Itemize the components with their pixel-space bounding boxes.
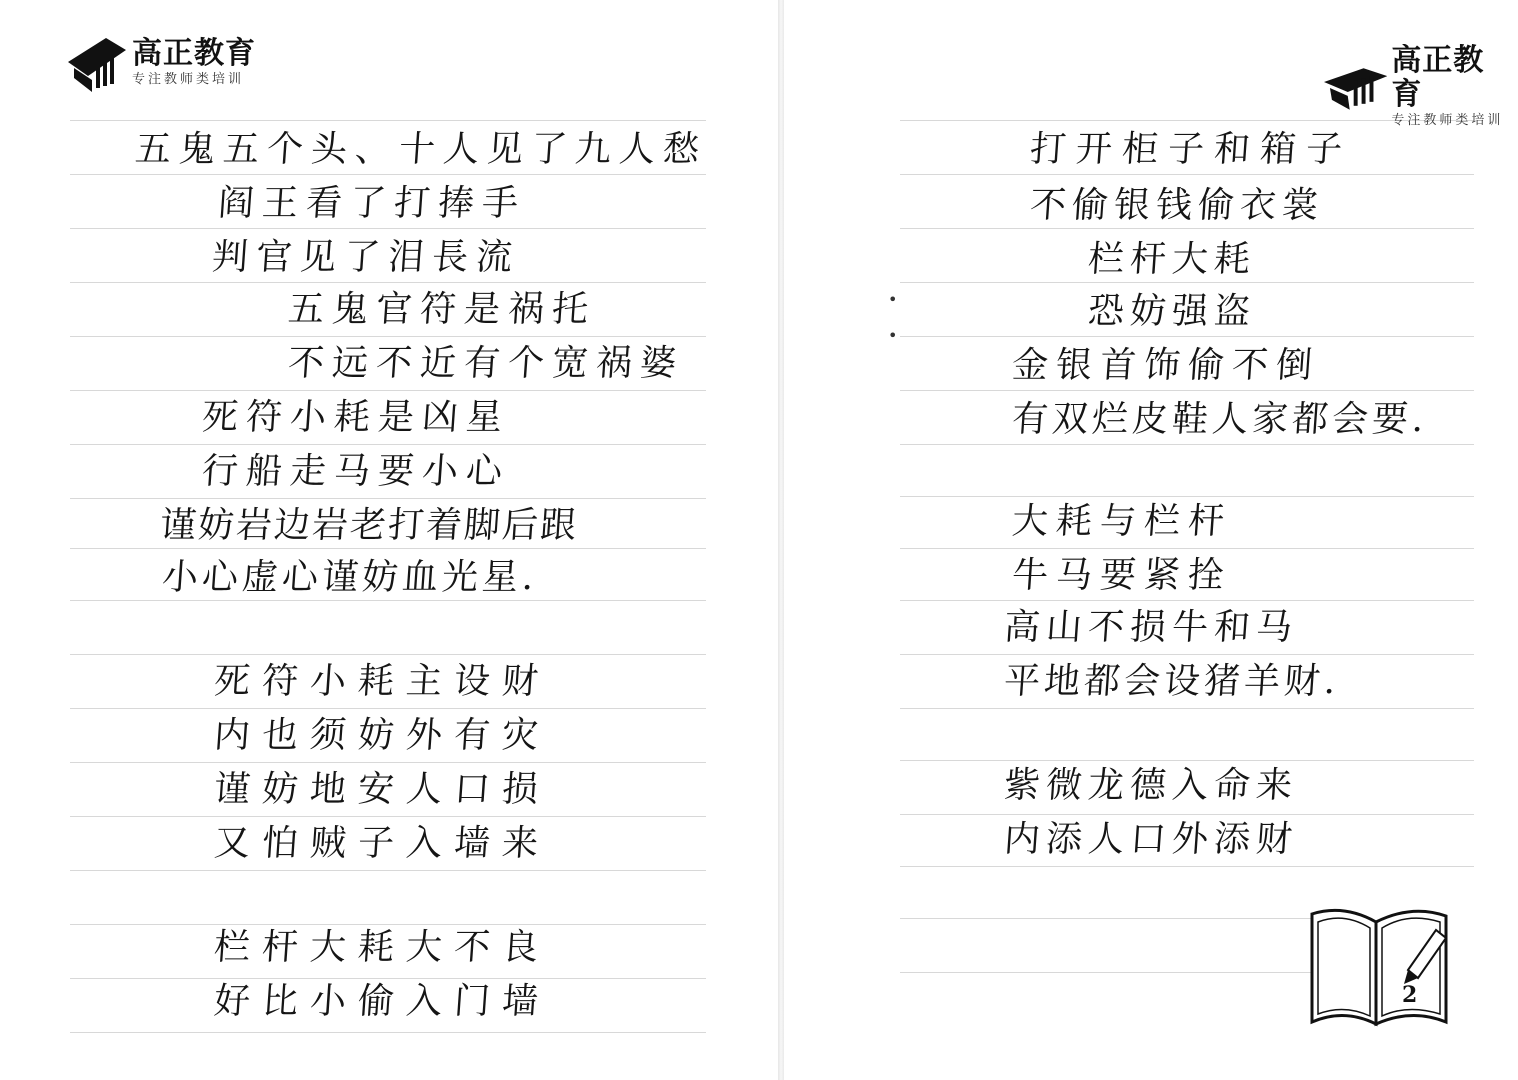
brand-logo: [66, 32, 256, 94]
text-line: 谨妨岩边岩老打着脚后跟: [158, 505, 580, 546]
text-line: 打开柜子和箱子: [1028, 129, 1354, 170]
text-line: 大耗与栏杆: [1010, 501, 1234, 542]
text-line: 牛马要紧拴: [1010, 555, 1234, 596]
text-line: 阎王看了打捧手: [216, 183, 528, 224]
text-line: 有双烂皮鞋人家都会要.: [1010, 399, 1429, 440]
text-line: 恐妨强盗: [1086, 291, 1258, 332]
text-line: 高山不损牛和马: [1002, 607, 1300, 648]
margin-mark: •: [888, 326, 898, 345]
logo-tagline: 专注教师类培训: [132, 72, 245, 87]
text-line: 紫微龙德入命来: [1002, 765, 1300, 806]
text-line: 栏杆大耗: [1086, 239, 1258, 280]
text-line: 小心虚心谨妨血光星.: [160, 557, 539, 598]
open-book-icon: [1304, 904, 1454, 1034]
text-line: 行船走马要小心: [200, 451, 512, 492]
margin-mark: •: [888, 290, 898, 309]
text-line: 死符小耗是凶星: [200, 397, 512, 438]
text-line: 内也须妨外有灾: [212, 715, 552, 756]
text-line: 死符小耗主设财: [212, 661, 552, 702]
logo-mark-icon: [1324, 62, 1387, 112]
text-line: 内添人口外添财: [1002, 819, 1300, 860]
text-line: 不远不近有个宽祸婆: [286, 343, 686, 384]
text-line: 五鬼官符是祸托: [286, 289, 598, 330]
text-line: 好比小偷入门墙: [212, 981, 552, 1022]
logo-name: 高正教育: [1391, 44, 1485, 112]
text-line: 不偷银钱偷衣裳: [1028, 185, 1326, 226]
text-line: 平地都会设猪羊财.: [1002, 661, 1341, 702]
right-page: [784, 0, 1518, 1080]
text-line: 五鬼五个头、十人见了九人愁: [133, 129, 709, 170]
text-line: 又怕贼子入墙来: [212, 823, 552, 864]
logo-tagline: 专注教师类培训: [1391, 113, 1504, 128]
text-line: 金银首饰偷不倒: [1010, 345, 1322, 386]
text-line: 判官见了泪長流: [210, 237, 522, 278]
brand-logo: [1324, 44, 1514, 130]
logo-name: 高正教育: [132, 36, 256, 71]
page-number: 2: [1402, 982, 1418, 1008]
text-line: 栏杆大耗大不良: [212, 927, 552, 968]
logo-mark-icon: [66, 32, 128, 94]
text-line: 谨妨地安人口损: [212, 769, 552, 810]
